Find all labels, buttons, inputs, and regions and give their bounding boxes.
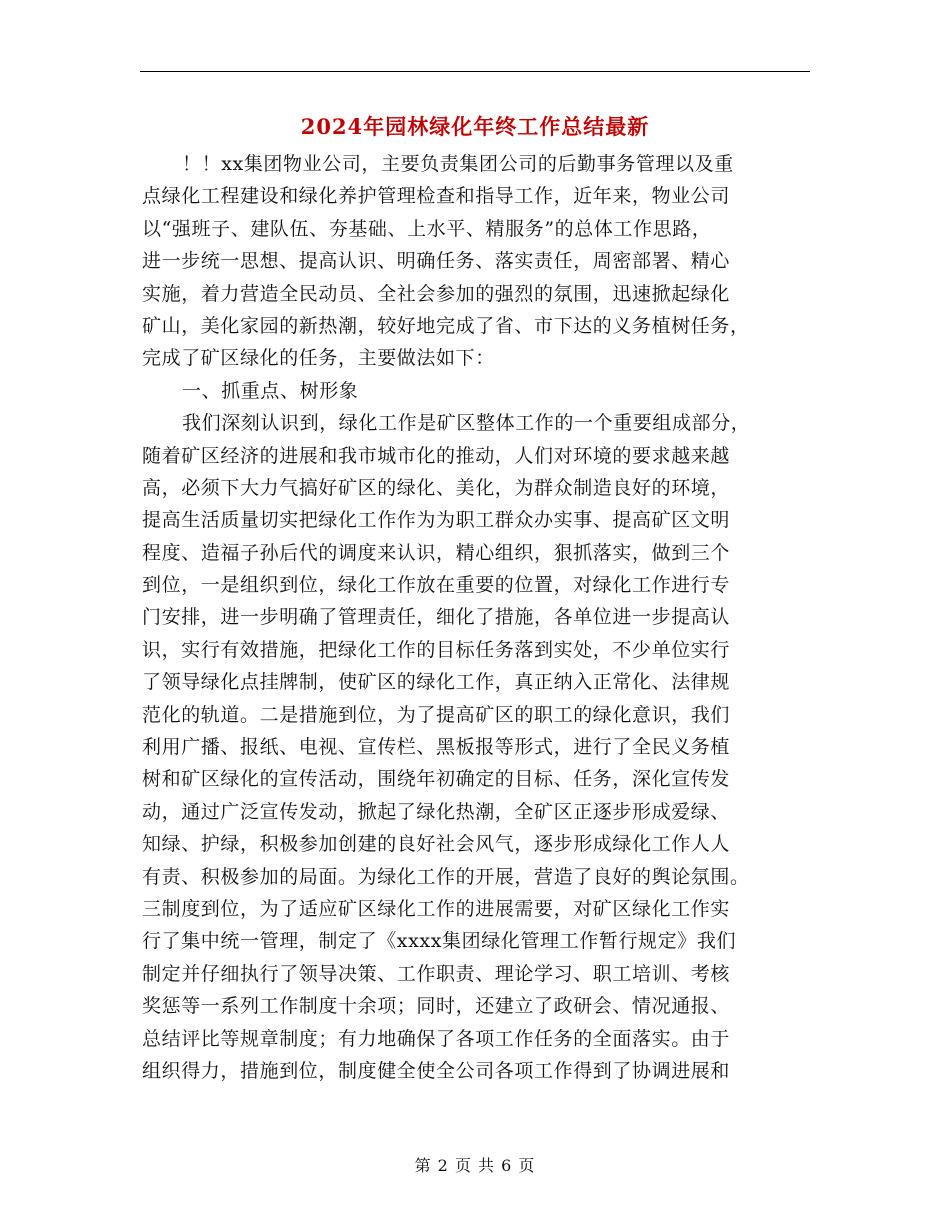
body-line: 奖惩等一系列工作制度十余项；同时，还建立了政研会、情况通报、	[142, 995, 731, 1018]
section-heading: 一、抓重点、树形象	[182, 379, 359, 402]
body-line: 行了集中统一管理，制定了《xxxx集团绿化管理工作暂行规定》我们	[142, 930, 737, 953]
body-line: 识，实行有效措施，把绿化工作的目标任务落到实处，不少单位实行	[142, 638, 731, 661]
body-line: 范化的轨道。二是措施到位，为了提高矿区的职工的绿化意识，我们	[142, 703, 731, 726]
body-line: 高，必须下大力气搞好矿区的绿化、美化，为群众制造良好的环境，	[142, 476, 731, 499]
body-line: 矿山，美化家园的新热潮，较好地完成了省、市下达的义务植树任务，	[142, 314, 750, 337]
body-line: 随着矿区经济的进展和我市城市化的推动，人们对环境的要求越来越	[142, 444, 731, 467]
body-line: 门安排，进一步明确了管理责任，细化了措施，各单位进一步提高认	[142, 606, 731, 629]
body-line: 三制度到位，为了适应矿区绿化工作的进展需要，对矿区绿化工作实	[142, 897, 731, 920]
body-line: 组织得力，措施到位，制度健全使全公司各项工作得到了协调进展和	[142, 1059, 731, 1082]
body-line: 我们深刻认识到，绿化工作是矿区整体工作的一个重要组成部分，	[182, 412, 751, 435]
body-line: 进一步统一思想、提高认识、明确任务、落实责任，周密部署、精心	[142, 250, 731, 273]
body-line: 到位，一是组织到位，绿化工作放在重要的位置，对绿化工作进行专	[142, 574, 731, 597]
document-body	[142, 148, 812, 1087]
page-number-footer: 第 2 页 共 6 页	[414, 1156, 536, 1175]
body-line: 程度、造福子孙后代的调度来认识，精心组织，狠抓落实，做到三个	[142, 541, 731, 564]
body-line: 利用广播、报纸、电视、宣传栏、黑板报等形式，进行了全民义务植	[142, 736, 731, 759]
body-line: 动，通过广泛宣传发动，掀起了绿化热潮，全矿区正逐步形成爱绿、	[142, 800, 731, 823]
header-rule	[140, 71, 810, 72]
body-line: 有责、积极参加的局面。为绿化工作的开展，营造了良好的舆论氛围。	[142, 865, 750, 888]
body-line: ！！xx集团物业公司，主要负责集团公司的后勤事务管理以及重	[182, 153, 734, 175]
body-line: 提高生活质量切实把绿化工作作为为职工群众办实事、提高矿区文明	[142, 509, 731, 532]
body-line: 制定并仔细执行了领导决策、工作职责、理论学习、职工培训、考核	[142, 962, 731, 985]
body-line: 树和矿区绿化的宣传活动，围绕年初确定的目标、任务，深化宣传发	[142, 768, 731, 791]
document-title: 2024年园林绿化年终工作总结最新	[300, 114, 650, 139]
body-line: 实施，着力营造全民动员、全社会参加的强烈的氛围，迅速掀起绿化	[142, 282, 731, 305]
body-line: 总结评比等规章制度；有力地确保了各项工作任务的全面落实。由于	[142, 1027, 731, 1050]
body-line: 知绿、护绿，积极参加创建的良好社会风气，逐步形成绿化工作人人	[142, 833, 731, 856]
body-line: 点绿化工程建设和绿化养护管理检查和指导工作，近年来，物业公司	[142, 185, 731, 208]
body-line: 完成了矿区绿化的任务，主要做法如下：	[142, 347, 495, 370]
body-line: 以“强班子、建队伍、夯基础、上水平、精服务”的总体工作思路，	[142, 217, 712, 240]
body-line: 了领导绿化点挂牌制，使矿区的绿化工作，真正纳入正常化、法律规	[142, 671, 731, 694]
